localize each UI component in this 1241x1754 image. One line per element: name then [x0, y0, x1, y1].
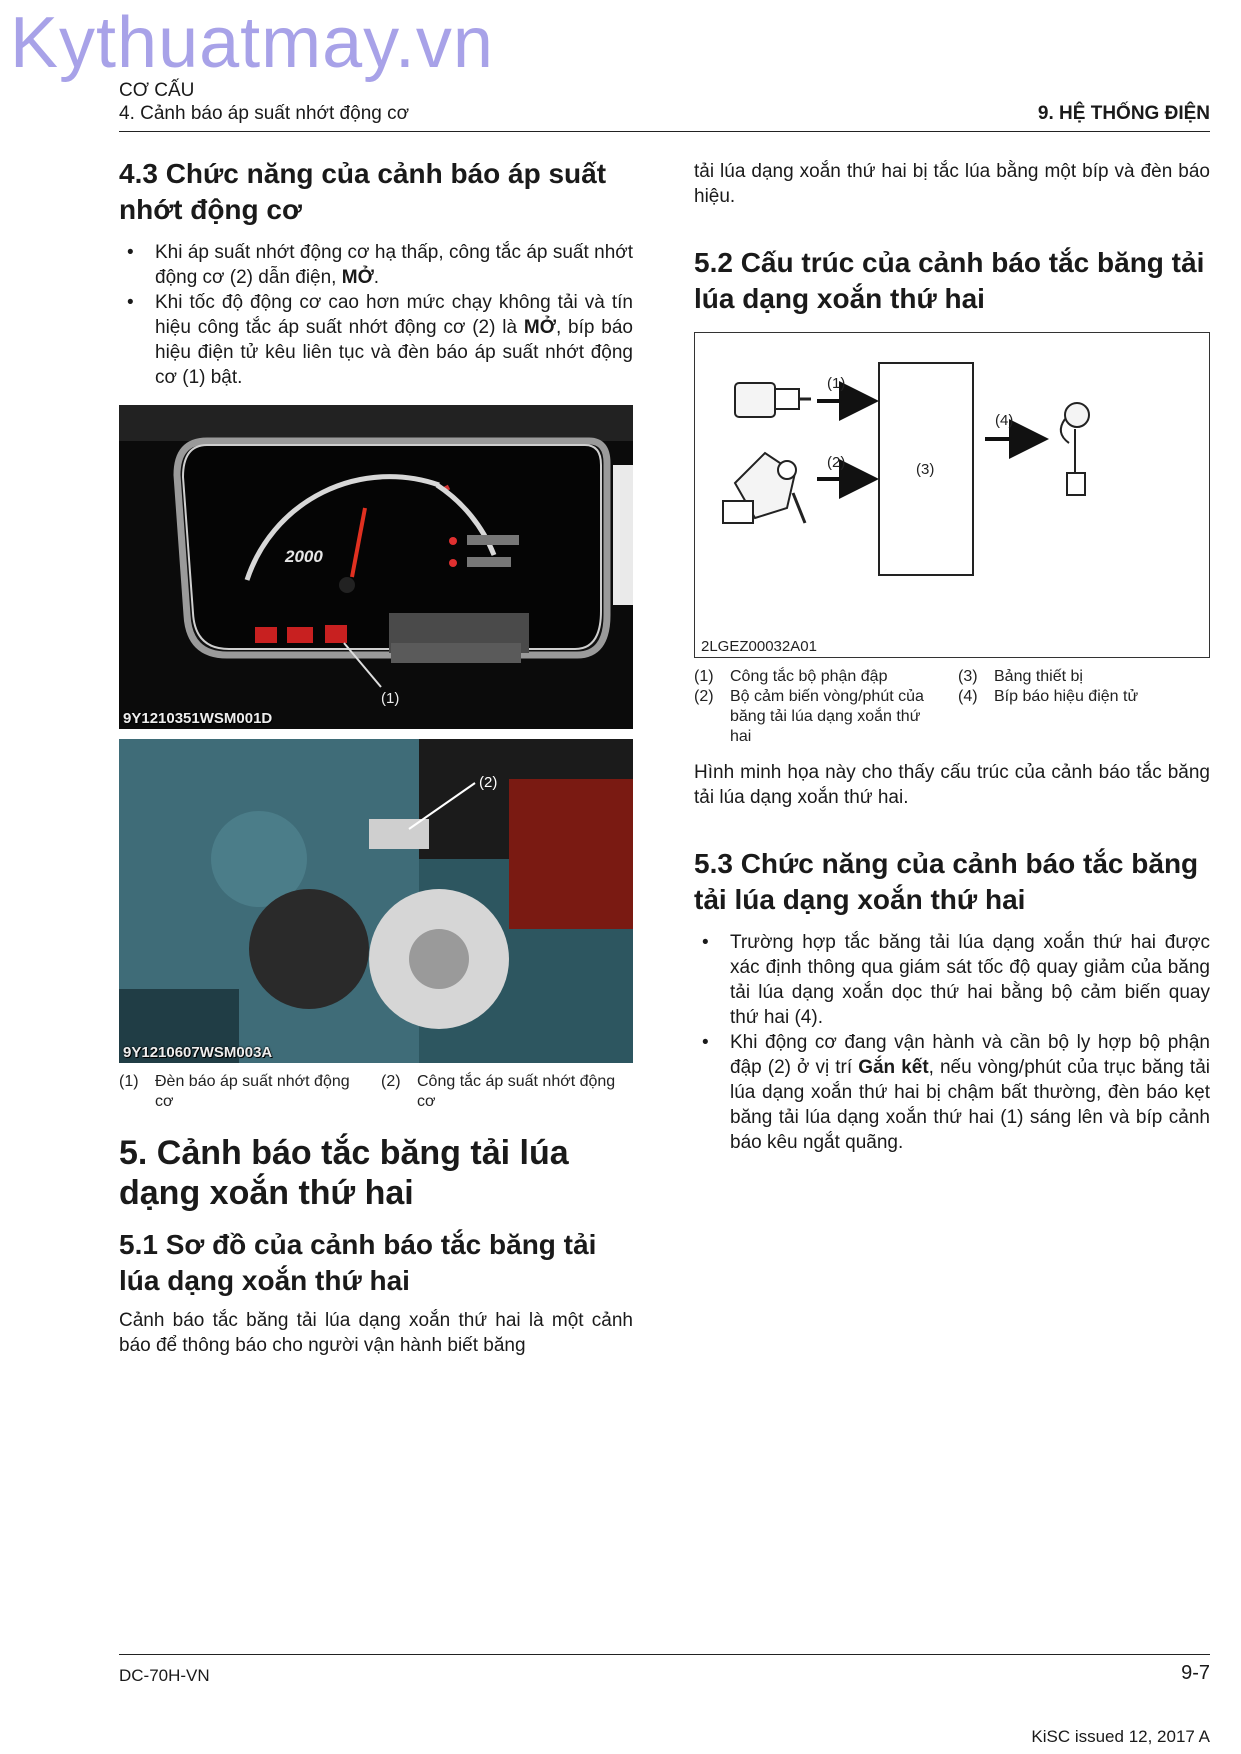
issue-note: KiSC issued 12, 2017 A: [1031, 1727, 1210, 1746]
photo-code: 9Y1210351WSM001D: [123, 710, 273, 727]
watermark-logo: Kythuatmay.vn: [10, 3, 494, 83]
photo-code: 9Y1210607WSM003A: [123, 1044, 273, 1061]
heading-5: 5. Cảnh báo tắc băng tải lúa dạng xoắn thứ hai: [119, 1134, 569, 1212]
bullet-list-4-3: [119, 240, 633, 390]
header-section-title: 9. HỆ THỐNG ĐIỆN: [1037, 103, 1210, 124]
page-number: 9-7: [1181, 1662, 1210, 1684]
instrument-panel-drawing: [119, 405, 633, 729]
footer-model: DC-70H-VN: [119, 1666, 210, 1685]
svg-text:(2): (2): [479, 774, 498, 791]
legend-item: (3) Bảng thiết bị: [958, 668, 1083, 685]
footer-rule: [119, 1654, 1210, 1655]
svg-text:(1): (1): [381, 690, 400, 707]
heading-5-1: 5.1 Sơ đồ của cảnh báo tắc băng tải lúa dạng xoắn thứ hai: [119, 1229, 597, 1296]
svg-text:2000: 2000: [285, 547, 323, 566]
bullet-item: • Khi động cơ đang vận hành và cần bộ ly hợp bộ phận đập (2) ở vị trí Gắn kết, nếu vòng/phút của trục băng tải lúa dạng xoắn thứ hai bị chậm bất thường, đèn báo kẹt băng tải lúa dạng xoắn thứ hai (1) sáng lên và bíp cảnh báo kêu ngắt quãng.: [694, 1030, 1210, 1155]
bullet-item: • Trường hợp tắc băng tải lúa dạng xoắn thứ hai được xác định thông qua giám sát tốc độ quay giảm của băng tải lúa dạng xoắn dọc thứ hai bằng bộ cảm biến quay thứ hai (4).: [694, 930, 1210, 1030]
header-rule: [119, 131, 1210, 132]
legend-item: (2) Bộ cảm biến vòng/phút của băng tải lúa dạng xoắn thứ hai: [694, 688, 924, 745]
electronic-buzzer-icon: [1061, 403, 1089, 495]
heading-5-2: 5.2 Cấu trúc của cảnh báo tắc băng tải lúa dạng xoắn thứ hai: [694, 247, 1205, 314]
structure-diagram: [694, 332, 1210, 658]
paragraph-5-2: Hình minh họa này cho thấy cấu trúc của cảnh báo tắc băng tải lúa dạng xoắn thứ hai.: [694, 762, 1210, 808]
heading-5-3: 5.3 Chức năng của cảnh báo tắc băng tải lúa dạng xoắn thứ hai: [694, 848, 1199, 915]
heading-4-3: 4.3 Chức năng của cảnh báo áp suất nhớt động cơ: [119, 158, 607, 225]
caption-item: (1) Đèn báo áp suất nhớt động cơ: [119, 1073, 350, 1110]
paragraph-5-1: Cảnh báo tắc băng tải lúa dạng xoắn thứ hai là một cảnh báo để thông báo cho người vận hành biết băng: [119, 1310, 633, 1356]
bullet-list-5-3: [694, 930, 1210, 1155]
svg-text:(2): (2): [827, 454, 846, 471]
header-chapter: CƠ CẤU: [119, 80, 195, 101]
caption-item: (2) Công tắc áp suất nhớt động cơ: [381, 1073, 616, 1110]
legend-item: (4) Bíp báo hiệu điện tử: [958, 688, 1139, 705]
svg-text:2LGEZ00032A01: 2LGEZ00032A01: [701, 638, 817, 655]
structure-diagram-drawing: [695, 333, 1209, 657]
threshing-switch-icon: [735, 383, 811, 417]
svg-text:(3): (3): [916, 461, 935, 478]
instrument-panel-photo: [119, 405, 633, 729]
svg-text:(4): (4): [995, 412, 1014, 429]
legend-item: (1) Công tắc bộ phận đập: [694, 668, 888, 685]
header-subsection: 4. Cảnh báo áp suất nhớt động cơ: [119, 103, 410, 124]
rpm-sensor-icon: [723, 453, 805, 523]
paragraph-continued: tải lúa dạng xoắn thứ hai bị tắc lúa bằng một bíp và đèn báo hiệu.: [694, 161, 1210, 207]
svg-text:(1): (1): [827, 375, 846, 392]
engine-photo: [119, 739, 633, 1063]
bullet-item: • Khi tốc độ động cơ cao hơn mức chạy không tải và tín hiệu công tắc áp suất nhớt động cơ (2) là MỞ, bíp báo hiệu điện tử kêu liên tục và đèn báo áp suất nhớt động cơ (1) bật.: [119, 290, 633, 390]
bullet-item: • Khi áp suất nhớt động cơ hạ thấp, công tắc áp suất nhớt động cơ (2) dẫn điện, MỞ.: [119, 240, 633, 290]
engine-drawing: [119, 739, 633, 1063]
